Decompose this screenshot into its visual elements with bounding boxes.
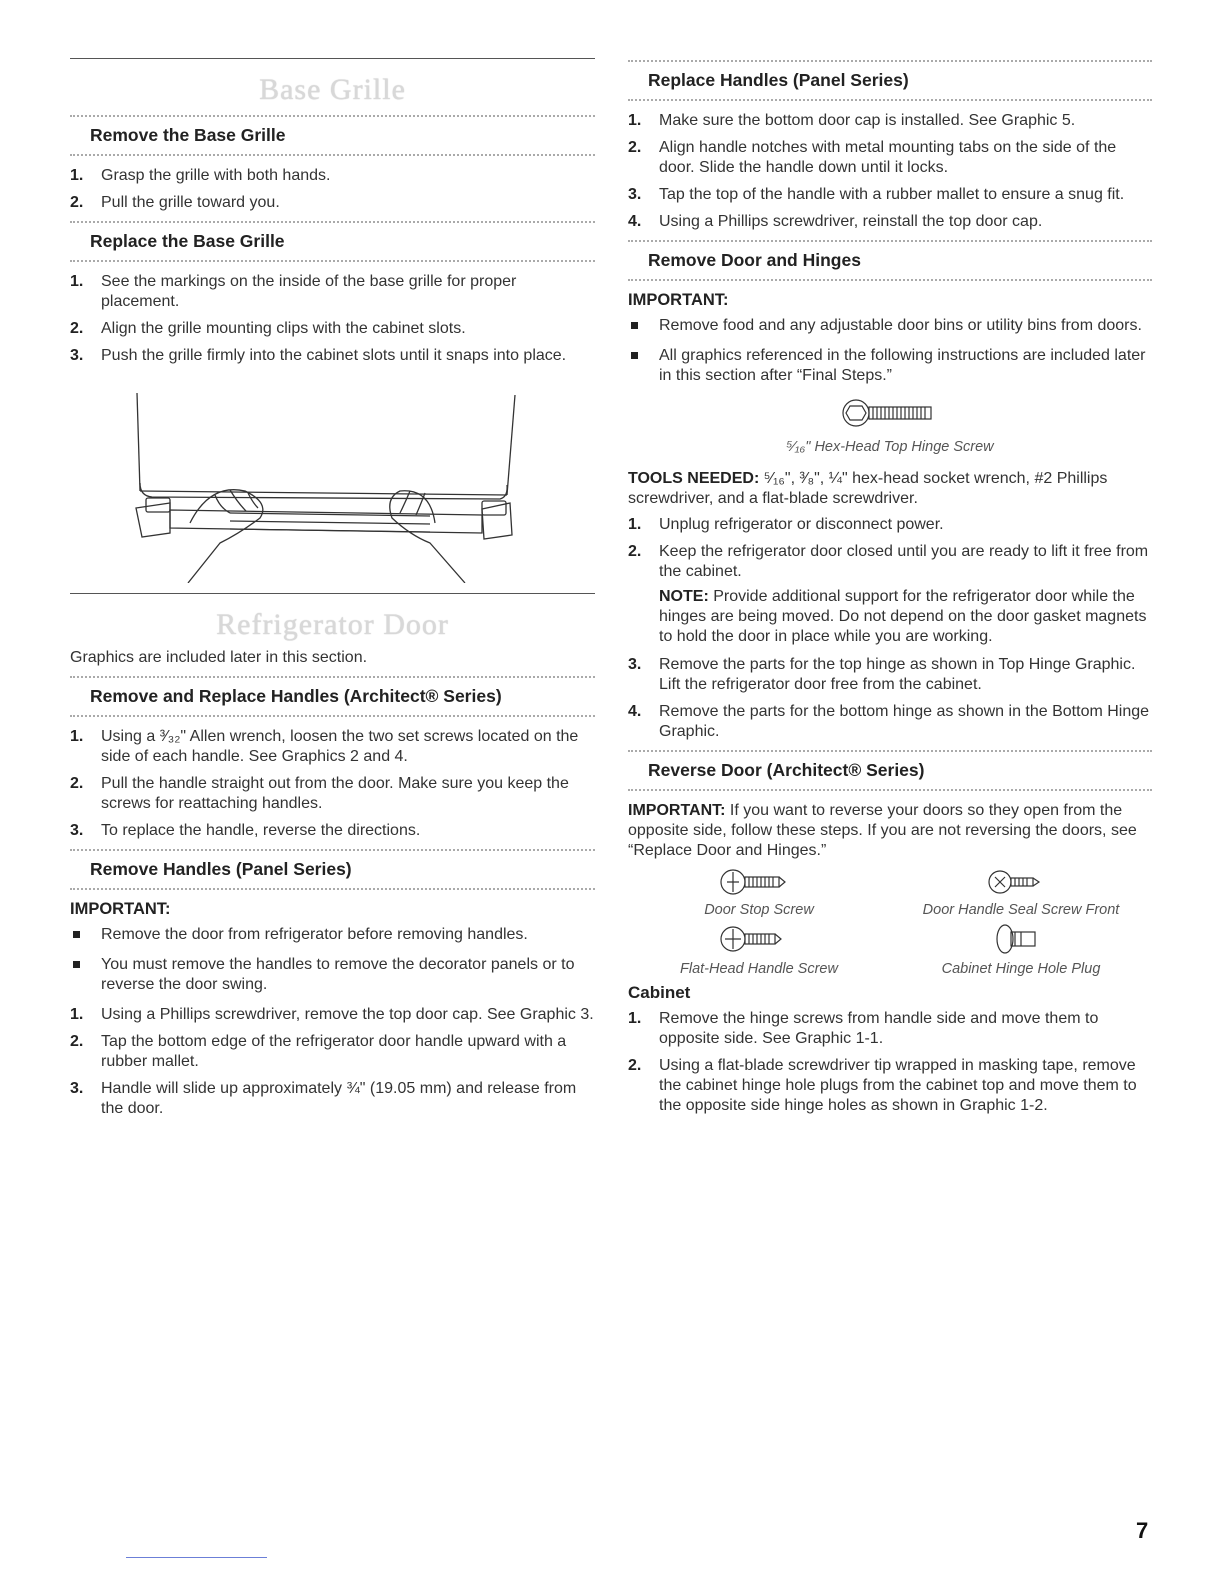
flat-head-screw-icon (719, 922, 799, 956)
remove-handles-bullets (70, 925, 595, 995)
step-item: 3. Remove the parts for the top hinge as shown in Top Hinge Graphic. Lift the refrigerator door free from the cabinet. (628, 656, 1136, 693)
hex-screw-caption: ⁵⁄₁₆" Hex-Head Top Hinge Screw (786, 439, 994, 455)
door-stop-screw-icon (719, 867, 799, 897)
cabinet-heading: Cabinet (628, 983, 691, 1002)
flat-head-screw: Flat-Head Handle Screw (628, 922, 890, 977)
important-label: IMPORTANT: (628, 291, 729, 309)
remove-base-grille-heading: Remove the Base Grille (70, 115, 595, 156)
bullet-item: All graphics referenced in the following instructions are included later in this section after “Final Steps.” (628, 346, 1152, 386)
base-grille-illustration (70, 373, 595, 583)
step-item: 3. Handle will slide up approximately ¾" (19.05 mm) and release from the door. (70, 1080, 577, 1117)
step-item: 2. Using a flat-blade screwdriver tip wrapped in masking tape, remove the cabinet hinge hole plugs from the cabinet top and move them to the opposite side hinge holes as shown in Graphic 1-2. (628, 1057, 1137, 1114)
step-item: 3. To replace the handle, reverse the directions. (70, 822, 421, 839)
remove-handles-panel-heading: Remove Handles (Panel Series) (70, 849, 595, 890)
bullet-item: Remove food and any adjustable door bins or utility bins from doors. (628, 316, 1152, 336)
screw-grid (628, 867, 1152, 977)
remove-door-steps-a (628, 515, 1152, 582)
graphics-note: Graphics are included later in this section. (70, 649, 368, 666)
remove-door-hinges-heading: Remove Door and Hinges (628, 240, 1152, 281)
handle-seal-screw-icon (986, 867, 1056, 897)
door-stop-screw: Door Stop Screw (628, 867, 890, 918)
replace-handles-panel-heading: Replace Handles (Panel Series) (628, 60, 1152, 101)
remove-door-bullets (628, 316, 1152, 386)
step-item: 2. Pull the grille toward you. (70, 194, 280, 211)
remove-door-steps-b (628, 655, 1152, 742)
step-item: 2. Tap the bottom edge of the refrigerator door handle upward with a rubber mallet. (70, 1033, 567, 1070)
step-item: 1. Grasp the grille with both hands. (70, 167, 331, 184)
step-item: 4. Using a Phillips screwdriver, reinstall the top door cap. (628, 213, 1043, 230)
step-item: 2. Keep the refrigerator door closed until you are ready to lift it free from the cabinet. (628, 543, 1149, 580)
step-item: 1. Using a Phillips screwdriver, remove the top door cap. See Graphic 3. (70, 1006, 594, 1023)
step-item: 2. Align handle notches with metal mounting tabs on the side of the door. Slide the handle down until it locks. (628, 139, 1117, 176)
bullet-item: Remove the door from refrigerator before removing handles. (70, 925, 595, 945)
step-item: 3. Tap the top of the handle with a rubber mallet to ensure a snug fit. (628, 186, 1125, 203)
refrigerator-door-title: Refrigerator Door (216, 608, 449, 641)
reverse-door-important: IMPORTANT: If you want to reverse your doors so they open from the opposite side, follow these steps. If you are not reversing the doors, see “Replace Door and Hinges.” (628, 802, 1137, 859)
step-item: 2. Pull the handle straight out from the door. Make sure you keep the screws for reattaching handles. (70, 775, 569, 812)
right-column (628, 58, 1152, 1123)
bottom-rule (126, 1557, 267, 1558)
step-item: 3. Push the grille firmly into the cabinet slots until it snaps into place. (70, 347, 567, 364)
bullet-item: You must remove the handles to remove the decorator panels or to reverse the door swing. (70, 955, 595, 995)
step-item: 1. Make sure the bottom door cap is installed. See Graphic 5. (628, 112, 1076, 129)
handle-seal-screw: Door Handle Seal Screw Front (890, 867, 1152, 918)
architect-handles-heading: Remove and Replace Handles (Architect® Series) (70, 676, 595, 717)
step-item: 1. Remove the hinge screws from handle side and move them to opposite side. See Graphic 1-1. (628, 1010, 1099, 1047)
replace-base-grille-steps (70, 272, 595, 366)
note-block: NOTE: Provide additional support for the refrigerator door while the hinges are being moved. Do not depend on the door gasket magnets to hold the door in place while you are working. (659, 588, 1147, 645)
remove-handles-steps (70, 1005, 595, 1119)
replace-base-grille-heading: Replace the Base Grille (70, 221, 595, 262)
top-rule (70, 58, 595, 59)
step-item: 1. Using a ³⁄₃₂" Allen wrench, loosen the two set screws located on the side of each handle. See Graphics 2 and 4. (70, 728, 579, 765)
page-number: 7 (1136, 1518, 1149, 1543)
reverse-door-heading: Reverse Door (Architect® Series) (628, 750, 1152, 791)
step-item: 2. Align the grille mounting clips with the cabinet slots. (70, 320, 466, 337)
important-label: IMPORTANT: (70, 900, 171, 918)
step-item: 1. See the markings on the inside of the base grille for proper placement. (70, 273, 517, 310)
replace-handles-steps (628, 111, 1152, 232)
tools-needed: TOOLS NEEDED: ⁵⁄₁₆", ³⁄₈", ¼" hex-head socket wrench, #2 Phillips screwdriver, and a flat-blade screwdriver. (628, 470, 1108, 507)
step-item: 4. Remove the parts for the bottom hinge as shown in the Bottom Hinge Graphic. (628, 703, 1150, 740)
hinge-hole-plug: Cabinet Hinge Hole Plug (890, 922, 1152, 977)
rule (70, 593, 595, 594)
left-column (70, 58, 595, 1126)
step-item: 1. Unplug refrigerator or disconnect power. (628, 516, 944, 533)
architect-handles-steps (70, 727, 595, 841)
base-grille-title: Base Grille (259, 73, 406, 106)
hex-head-screw-icon (840, 396, 940, 430)
remove-base-grille-steps (70, 166, 595, 213)
hinge-hole-plug-icon (991, 922, 1051, 956)
cabinet-steps (628, 1009, 1152, 1116)
